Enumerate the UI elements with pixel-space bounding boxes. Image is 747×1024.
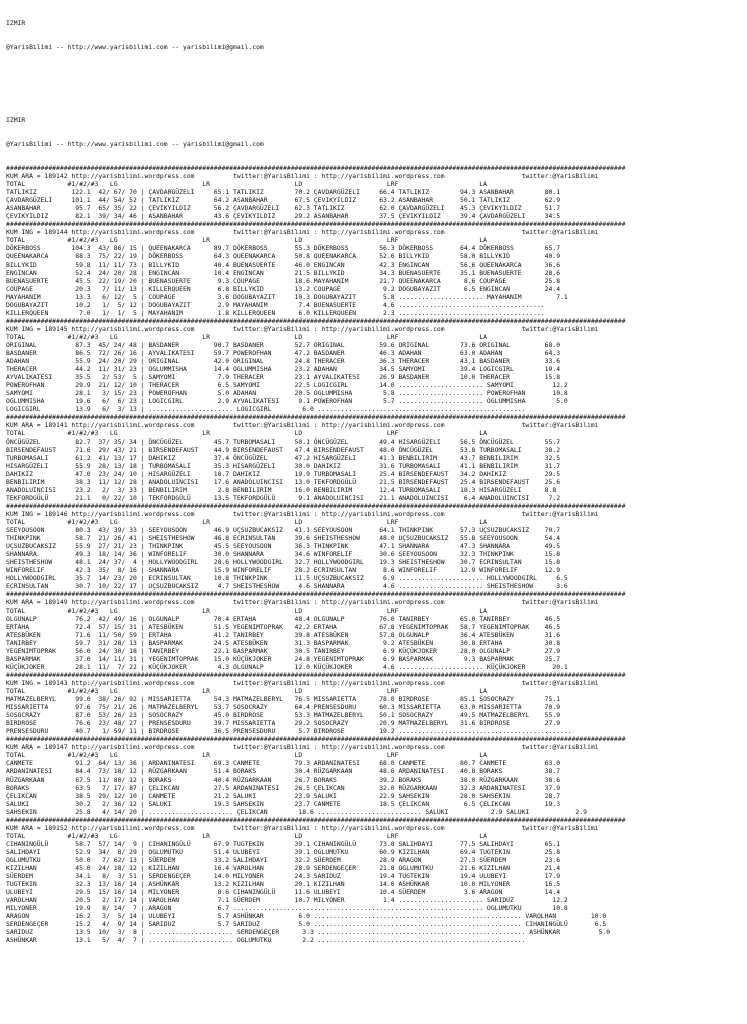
report-line: ÇEVIKYILDIZ 82.1 39/ 34/ 46 | ASANBAHAR 43.6 ÇEVIKYILDIZ 29.2 ASANBAHAR 37.5 ÇEVIKYILDIZ 39.4 ÇAVDARGÜZELI 34.5	[6, 212, 561, 221]
report-line: DÖKERBOSS 104.3 43/ 86/ 15 | QUEENAKARCA 89.7 DÖKERBOSS 55.3 DÖKERBOSS 56.3 DÖKERBOSS 64.4 DÖKERBOSS 65.7	[6, 244, 561, 253]
report-line: KILLERQUEEN 7.0 1/ 1/ 5 | MAYAHANIM 1.8 KILLERQUEEN 6.0 KILLERQUEEN 2.3 ......................................	[6, 308, 545, 317]
report-line: TOTAL #1/#2/#3 LG LR LD LRF LA	[6, 429, 487, 438]
report-line: BASDANER 86.5 72/ 26/ 16 | AYVALIKATESI 59.7 POWEROFHAN 47.2 BASDANER 46.3 ADAHAN 63.0 ADAHAN 64.3	[6, 349, 561, 358]
report-line: TURBOMASALI 61.2 41/ 13/ 17 | DAHIKIZ 37.4 ÖNCÜGÜZEL 47.2 HISARGÜZELI 41.3 BENBILIRIM 43.7 BENBILIRIM 32.5	[6, 453, 561, 462]
report-line: TUGTEKIN 32.3 13/ 16/ 14 | ASHÜNKAR 13.2 KIZILHAN 20.1 KIZILHAN 14.0 ASHÜNKAR 10.0 MILYONER 16.5	[6, 880, 561, 889]
report-line: BORAKS 63.5 7/ 17/ 87 | ÇELIKCAN 27.5 ARDANINATESI 26.5 ÇELIKCAN 32.0 RÜZGARKAAN 32.3 ARDANINATESI 37.9	[6, 783, 561, 792]
report-line: KUM ARA = 189141 http://yarisbilimi.wordpress.com twitter:@YarisBilimi : http://yarisbilimi.wordpress.com twitter:@YarisBilimi	[6, 421, 599, 430]
report-line: PRENSESDURU 40.7 1/ 59/ 11 | BIRDROSE 36.5 PRENSESDURU 5.7 BIRDROSE 19.2 .............................................	[6, 727, 572, 736]
report-line: TOTAL #1/#2/#3 LG LR LD LRF LA	[6, 751, 487, 760]
report-line: SALIHDAYI 52.9 34/ 8/ 29 | OGLUMUTKU 51.4 ULUBEYI 39.1 OGLUMUTKU 60.9 KIZILHAN 69.4 TUGTEKIN 25.8	[6, 847, 561, 856]
report-line: AYVALIKATESI 35.5 2/ 53/ 5 | SAMYOMI 7.9 THERACER 23.1 AYVALIKATESI 26.9 BASDANER 10.0 THERACER 15.8	[6, 373, 561, 382]
report-line: POWEROFHAN 29.9 21/ 12/ 10 | THERACER 6.5 SAMYOMI 22.5 LOGICGIRL 14.0 ...................... SAMYOMI 12.2	[6, 381, 568, 390]
report-line: OLGUNALP 76.2 42/ 49/ 16 | OLGUNALP 70.4 ERTAHA 48.4 OLGUNALP 76.0 TANIRBEY 65.0 TANIRBEY 46.5	[6, 614, 561, 623]
report-line: #################################################################################################################################################################	[6, 316, 626, 325]
report-line: #################################################################################################################################################################	[6, 815, 626, 824]
report-line: ERTAHA 72.4 57/ 15/ 31 | ATESBÜKEN 51.5 YEGENIMTOPRAK 42.2 ERTAHA 67.8 YEGENIMTOPRAK 58.7 YEGENIMTOPRAK 46.5	[6, 622, 561, 631]
report-line: YEGENIMTOPRAK 56.0 24/ 30/ 18 | TANIRBEY 22.1 BASPARMAK 30.5 TANIRBEY 6.9 KÜÇÜKJOKER 28.0 OLGUNALP 27.9	[6, 646, 561, 655]
header-contact-repeat: @YarisBilimi -- http://www.yarisbilimi.com -- yarisbilimi@gmail.com	[6, 139, 264, 148]
report-line: OGLUMMISHA 19.6 6/ 6/ 23 | LOGICGIRL 2.9 AYVALIKATESI 9.1 POWEROFHAN 5.7 ...................... OGLUMMISHA 5.0	[6, 397, 568, 406]
report-line: #################################################################################################################################################################	[6, 590, 626, 599]
report-line: KUM ARA = 189142 http://yarisbilimi.wordpress.com twitter:@YarisBilimi : http://yarisbilimi.wordpress.com twitter:@YarisBilimi	[6, 171, 599, 180]
report-line: VAROLHAN 20.5 2/ 17/ 14 | VAROLHAN 7.1 SÜERDEM 10.7 MILYONER 1.4 ...................... SARIDUZ 12.2	[6, 896, 568, 905]
report-line: ANADOLUINCISI 23.2 2/ 3/ 33 | BENBILIRIM 2.8 BENBILIRIM 16.0 BENBILIRIM 12.4 TURBOMASALI 18.3 HISARGÜZELI 8.8	[6, 485, 557, 494]
report-line: SARIDUZ 13.5 10/ 3/ 8 | ...................... SERDENGEÇER 3.3 ...................................................... ASHÜNKAR 5.0	[6, 928, 611, 937]
report-line: SÜERDEM 34.1 8/ 3/ 51 | SERDENGEÇER 14.0 MILYONER 24.3 SARIDUZ 19.4 TUGTEKIN 19.4 ULUBEYI 17.9	[6, 872, 561, 881]
report-line: HISARGÜZELI 55.9 28/ 13/ 18 | TURBOMASALI 35.3 HISARGÜZELI 30.0 DAHIKIZ 31.6 TURBOMASALI 41.1 BENBILIRIM 31.7	[6, 461, 561, 470]
report-line: TOTAL #1/#2/#3 LG LR LD LRF LA	[6, 236, 487, 245]
report-line: SEEYOUSOON 80.3 43/ 39/ 33 | SEEYOUSOON 46.9 UÇSUZBUCAKSIZ 41.1 SEEYOUSOON 64.1 THINKPINK 57.3 UÇSUZBUCAKSIZ 70.7	[6, 526, 561, 535]
race-tables	[6, 164, 747, 945]
report-line: SAHSEKIN 25.8 4/ 14/ 20 | ...................... ÇELIKCAN 18.6 ........................... SALUKI 2.9 SALUKI 2.9	[6, 807, 587, 816]
report-line: TOTAL #1/#2/#3 LG LR LD LRF LA	[6, 831, 487, 840]
report-line: TATLIKIZ 122.1 42/ 67/ 70 | ÇAVDARGÜZELI 65.1 TATLIKIZ 70.2 ÇAVDARGÜZELI 66.4 TATLIKIZ 94.3 ASANBAHAR 80.1	[6, 188, 561, 197]
report-line: ENGINCAN 52.4 24/ 20/ 28 | ENGINCAN 10.4 ENGINCAN 21.5 BILLYKID 34.3 BUENASUERTE 35.1 BUENASUERTE 28.6	[6, 268, 561, 277]
report-line: TANIRBEY 59.7 31/ 28/ 13 | BASPARMAK 24.5 ATESBÜKEN 31.3 BASPARMAK 9.2 ATESBÜKEN 30.8 ERTAHA 30.8	[6, 638, 561, 647]
report-line: #################################################################################################################################################################	[6, 413, 626, 422]
report-line: ÇAVDARGÜZELI 101.1 44/ 54/ 52 | TATLIKIZ 64.2 ASANBAHAR 67.5 ÇEVIKYILDIZ 63.2 ASANBAHAR 50.1 TATLIKIZ 62.9	[6, 196, 561, 205]
report-line: SAMYOMI 28.1 3/ 15/ 23 | POWEROFHAN 5.0 ADAHAN 20.5 OGLUMMISHA 5.8 ...................... POWEROFHAN 10.8	[6, 389, 568, 398]
report-line: BILLYKID 59.8 11/ 11/ 73 | BILLYKID 40.4 BUENASUERTE 46.0 ENGINCAN 42.3 ENGINCAN 56.6 QUEENAKARCA 36.6	[6, 260, 561, 269]
report-line: BENBILIRIM 38.3 11/ 12/ 28 | ANADOLUINCISI 17.6 ANADOLUINCISI 13.0 TEKFORDGÜLÜ 21.5 BIRSENDEFAUST 25.4 BIRSENDEFAUST 25.6	[6, 477, 561, 486]
report-line: BIRSENDEFAUST 71.6 29/ 43/ 21 | BIRSENDEFAUST 44.9 BIRSENDEFAUST 47.4 BIRSENDEFAUST 48.0 ÖNCÜGÜZEL 53.8 TURBOMASALI 38.2	[6, 445, 561, 454]
report-line: KUM ARA = 189152 http://yarisbilimi.wordpress.com twitter:@YarisBilimi : http://yarisbilimi.wordpress.com twitter:@YarisBilimi	[6, 823, 599, 832]
report-line: ATESBÜKEN 71.6 11/ 50/ 59 | ERTAHA 41.2 TANIRBEY 39.8 ATESBÜKEN 57.8 OLGUNALP 36.4 ATESBÜKEN 31.6	[6, 630, 561, 639]
report-line: #################################################################################################################################################################	[6, 220, 626, 229]
report-line: SERDENGEÇER 15.2 4/ 9/ 14 | SARIDUZ 5.7 SARIDUZ 5.0 ...................................................... CIHANINGÜLÜ 6.5	[6, 920, 607, 929]
report-line: RÜZGARKAAN 67.5 11/ 80/ 12 | BORAKS 40.4 RÜZGARKAAN 26.7 BORAKS 39.2 BORAKS 38.0 RÜZGARKAAN 38.6	[6, 775, 561, 784]
report-line: MISSARIETTA 97.6 75/ 21/ 26 | MATMAZELBERYL 53.7 SOSOCRAZY 64.4 PRENSESDURU 60.3 MISSARIETTA 63.0 MISSARIETTA 70.9	[6, 703, 561, 712]
blank-line	[6, 67, 747, 75]
report-line: TOTAL #1/#2/#3 LG LR LD LRF LA	[6, 518, 487, 526]
report-line: #################################################################################################################################################################	[6, 163, 626, 172]
report-line: ASANBAHAR 95.7 65/ 35/ 22 | ÇEVIKYILDIZ 56.2 ÇAVDARGÜZELI 62.3 TATLIKIZ 62.0 ÇAVDARGÜZELI 45.3 ÇEVIKYILDIZ 51.7	[6, 204, 561, 213]
report-line: SALUKI 30.2 2/ 36/ 12 | SALUKI 19.3 SAHSEKIN 23.7 CANMETE 18.5 ÇELIKCAN 6.5 ÇELIKCAN 19.3	[6, 799, 561, 808]
report-line: ASHÜNKAR 13.1 5/ 4/ 7 | ...................... OGLUMUTKU 2.2 ......................................................	[6, 936, 526, 945]
blank-line	[6, 92, 747, 100]
report-line: KUM ARA = 189149 http://yarisbilimi.wordpress.com twitter:@YarisBilimi : http://yarisbilimi.wordpress.com twitter:@YarisBilimi	[6, 598, 599, 607]
report-line: UÇSUZBUCAKSIZ 55.9 27/ 21/ 23 | THINKPINK 45.5 SEEYOUSOON 36.3 THINKPINK 47.1 SHANNARA 47.3 SHANNARA 49.5	[6, 542, 561, 551]
report-line: ADAHAN 55.9 24/ 20/ 29 | ORIGINAL 42.0 ORIGINAL 24.8 THERACER 36.3 THERACER 43.1 BASDANER 33.6	[6, 357, 561, 366]
report-line: TOTAL #1/#2/#3 LG LR LD LRF LA	[6, 606, 487, 615]
report-line: ARAGON 16.2 3/ 5/ 14 | ULUBEYI 5.7 ASHÜNKAR 6.0 ...................................................... VAROLHAN 10.0	[6, 912, 607, 921]
report-line: KUM ING = 189145 http://yarisbilimi.wordpress.com twitter:@YarisBilimi : http://yarisbilimi.wordpress.com twitter:@YarisBilimi	[6, 324, 599, 333]
report-line: MATMAZELBERYL 99.0 38/ 26/ 92 | MISSARIETTA 54.3 MATMAZELBERYL 76.5 MISSARIETTA 78.0 BIRDROSE 85.1 SOSOCRAZY 75.1	[6, 695, 561, 704]
report-line: #################################################################################################################################################################	[6, 670, 626, 679]
report-line: #################################################################################################################################################################	[6, 501, 626, 510]
header-city: IZMIR	[6, 19, 26, 28]
report-line: ORIGINAL 87.3 45/ 24/ 48 | BASDANER 90.7 BASDANER 52.7 ORIGINAL 59.6 ORIGINAL 73.6 ORIGINAL 68.0	[6, 340, 561, 349]
report-line: MAYAHANIM 13.3 6/ 12/ 5 | COUPAGE 3.6 DOGUBAYAZIT 10.3 DOGUBAYAZIT 5.8 ...................... MAYAHANIM 7.1	[6, 292, 568, 301]
report-line: KUM ING = 189143 http://yarisbilimi.wordpress.com twitter:@YarisBilimi : http://yarisbilimi.wordpress.com twitter:@YarisBilimi	[6, 678, 599, 687]
report-line: TOTAL #1/#2/#3 LG LR LD LRF LA	[6, 180, 487, 189]
report-line: ARDANINATESI 84.4 73/ 18/ 12 | RÜZGARKAAN 51.4 BORAKS 30.4 RÜZGARKAAN 48.6 ARDANINATESI 40.8 BORAKS 38.7	[6, 767, 561, 776]
report-line: ÖNCÜGÜZEL 82.7 37/ 35/ 34 | ÖNCÜGÜZEL 45.7 TURBOMASALI 50.1 ÖNCÜGÜZEL 49.4 HISARGÜZELI 56.5 ÖNCÜGÜZEL 55.7	[6, 437, 561, 446]
report-line: TOTAL #1/#2/#3 LG LR LD LRF LA	[6, 332, 487, 341]
report-line: WINFORELIF 42.3 35/ 8/ 16 | SHANNARA 15.9 WINFORELIF 28.2 ECRINSULTAN 8.6 WINFORELIF 12.9 WINFORELIF 12.9	[6, 566, 561, 575]
report-line: OGLUMUTKU 50.0 7/ 62/ 13 | SÜERDEM 33.2 SALIHDAYI 32.2 SÜERDEM 28.9 ARAGON 27.3 SÜERDEM 23.6	[6, 855, 561, 864]
report-line: TEKFORDGÜLÜ 21.1 0/ 22/ 10 | TEKFORDGÜLÜ 13.5 TEKFORDGÜLÜ 9.1 ANADOLUINCISI 21.1 ANADOLUINCISI 6.4 ANADOLUINCISI 7.2	[6, 493, 561, 502]
report-line: BUENASUERTE 45.5 22/ 19/ 20 | BUENASUERTE 9.3 COUPAGE 18.6 MAYAHANIM 21.7 QUEENAKARCA 8.6 COUPAGE 25.8	[6, 276, 561, 285]
report-line: COUPAGE 20.3 7/ 11/ 13 | KILLERQUEEN 6.8 BILLYKID 13.2 COUPAGE 9.2 DOGUBAYAZIT 6.5 ENGINCAN 24.4	[6, 284, 561, 293]
report-line: DOGUBAYAZIT 10.2 1/ 5/ 12 | DOGUBAYAZIT 2.9 MAYAHANIM 7.4 BUENASUERTE 4.6 ......................................	[6, 300, 545, 309]
report-line: SOSOCRAZY 87.0 53/ 26/ 23 | SOSOCRAZY 45.0 BIRDROSE 53.3 MATMAZELBERYL 50.1 SOSOCRAZY 49.5 MATMAZELBERYL 55.9	[6, 711, 561, 720]
report-line: TOTAL #1/#2/#3 LG LR LD LRF LA	[6, 686, 487, 695]
report-line: KUM ARA = 189147 http://yarisbilimi.wordpress.com twitter:@YarisBilimi : http://yarisbilimi.wordpress.com twitter:@YarisBilimi	[6, 743, 599, 752]
report-line: DAHIKIZ 47.0 23/ 24/ 10 | HISARGÜZELI 18.7 DAHIKIZ 19.9 TURBOMASALI 25.4 BIRSENDEFAUST 34.2 DAHIKIZ 29.5	[6, 469, 561, 478]
report-line: QUEENAKARCA 88.3 75/ 22/ 19 | DÖKERBOSS 64.3 QUEENAKARCA 50.8 QUEENAKARCA 52.6 BILLYKID 58.0 BILLYKID 40.9	[6, 252, 561, 261]
report-line: CIHANINGÜLÜ 58.7 57/ 14/ 9 | CIHANINGÜLÜ 67.9 TUGTEKIN 39.1 CIHANINGÜLÜ 73.8 SALIHDAYI 77.5 SALIHDAYI 65.1	[6, 839, 561, 848]
report-line: KIZILHAN 45.0 24/ 18/ 12 | KIZILHAN 16.4 VAROLHAN 28.9 SERDENGEÇER 21.8 OGLUMUTKU 21.6 KIZILHAN 21.4	[6, 864, 561, 873]
report-line: MILYONER 19.9 8/ 14/ 7 | ARAGON 6.7 ................................................................. OGLUMUTKU 10.8	[6, 904, 568, 913]
report-line: THINKPINK 58.7 21/ 26/ 41 | SHEISTHESHOW 46.8 ECRINSULTAN 39.6 SHEISTHESHOW 48.0 UÇSUZBUCAKSIZ 55.8 SEEYOUSOON 54.4	[6, 534, 561, 543]
header-contact: @YarisBilimi -- http://www.yarisbilimi.com -- yarisbilimi@gmail.com	[6, 43, 264, 52]
report-line: BIRDROSE 76.6 23/ 48/ 27 | PRENSESDURU 39.7 MISSARIETTA 29.2 SOSOCRAZY 20.9 MATMAZELBERYL 31.6 BIRDROSE 27.9	[6, 719, 561, 728]
header-city-repeat: IZMIR	[6, 115, 26, 124]
report-line: ULUBEYI 29.5 15/ 16/ 14 | MILYONER 8.6 CIHANINGÜLÜ 11.6 ULUBEYI 10.4 SÜERDEM 3.6 ARAGON 14.4	[6, 888, 561, 897]
report-line: BASPARMAK 37.0 14/ 11/ 31 | YEGENIMTOPRAK 15.0 KÜÇÜKJOKER 24.8 YEGENIMTOPRAK 6.9 BASPARMAK 9.3 BASPARMAK 25.7	[6, 654, 561, 663]
report-line: CANMETE 91.2 64/ 13/ 36 | ARDANINATESI 69.3 CANMETE 79.3 ARDANINATESI 68.0 CANMETE 80.7 CANMETE 63.0	[6, 759, 561, 768]
report-line: ÇELIKCAN 38.5 29/ 12/ 10 | CANMETE 21.2 SALUKI 23.9 SALUKI 22.9 SAHSEKIN 28.0 SAHSEKIN 28.7	[6, 791, 561, 800]
report-line: LOGICGIRL 13.9 6/ 3/ 13 | ...................... LOGICGIRL 6.0 ......................................................	[6, 405, 526, 414]
report-line: SHEISTHESHOW 48.1 24/ 37/ 4 | HOLLYWOODGIRL 28.6 HOLLYWOODGIRL 32.7 HOLLYWOODGIRL 19.3 SHEISTHESHOW 30.7 ECRINSULTAN 15.8	[6, 558, 561, 567]
report-line: KUM ING = 189144 http://yarisbilimi.wordpress.com twitter:@YarisBilimi : http://yarisbilimi.wordpress.com twitter:@YarisBilimi	[6, 228, 599, 237]
report-line: #################################################################################################################################################################	[6, 735, 626, 744]
report-line: THERACER 44.2 11/ 31/ 23 | OGLUMMISHA 14.4 OGLUMMISHA 23.2 ADAHAN 34.5 SAMYOMI 39.4 LOGICGIRL 19.4	[6, 365, 561, 374]
report-line: KÜÇÜKJOKER 28.1 11/ 7/ 22 | KÜÇÜKJOKER 4.3 OLGUNALP 12.0 KÜÇÜKJOKER 4.6 ...................... KÜÇÜKJOKER 20.1	[6, 662, 568, 671]
report-line: HOLLYWOODGIRL 35.7 14/ 23/ 20 | ECRINSULTAN 10.8 THINKPINK 11.5 UÇSUZBUCAKSIZ 6.9 ...................... HOLLYWOODGIRL 6.5	[6, 574, 568, 583]
report-line: ECRINSULTAN 30.7 10/ 22/ 17 | UÇSUZBUCAKSIZ 4.7 SHEISTHESHOW 4.6 SHANNARA 4.6 ...................... SHEISTHESHOW 3.6	[6, 582, 568, 591]
report-line: SHANNARA 49.3 18/ 14/ 36 | WINFORELIF 30.0 SHANNARA 34.6 WINFORELIF 30.6 SEEYOUSOON 32.3 THINKPINK 15.8	[6, 550, 561, 559]
report-line: KUM ING = 189146 http://yarisbilimi.wordpress.com twitter:@YarisBilimi : http://yarisbilimi.wordpress.com twitter:@YarisBilimi	[6, 509, 599, 518]
